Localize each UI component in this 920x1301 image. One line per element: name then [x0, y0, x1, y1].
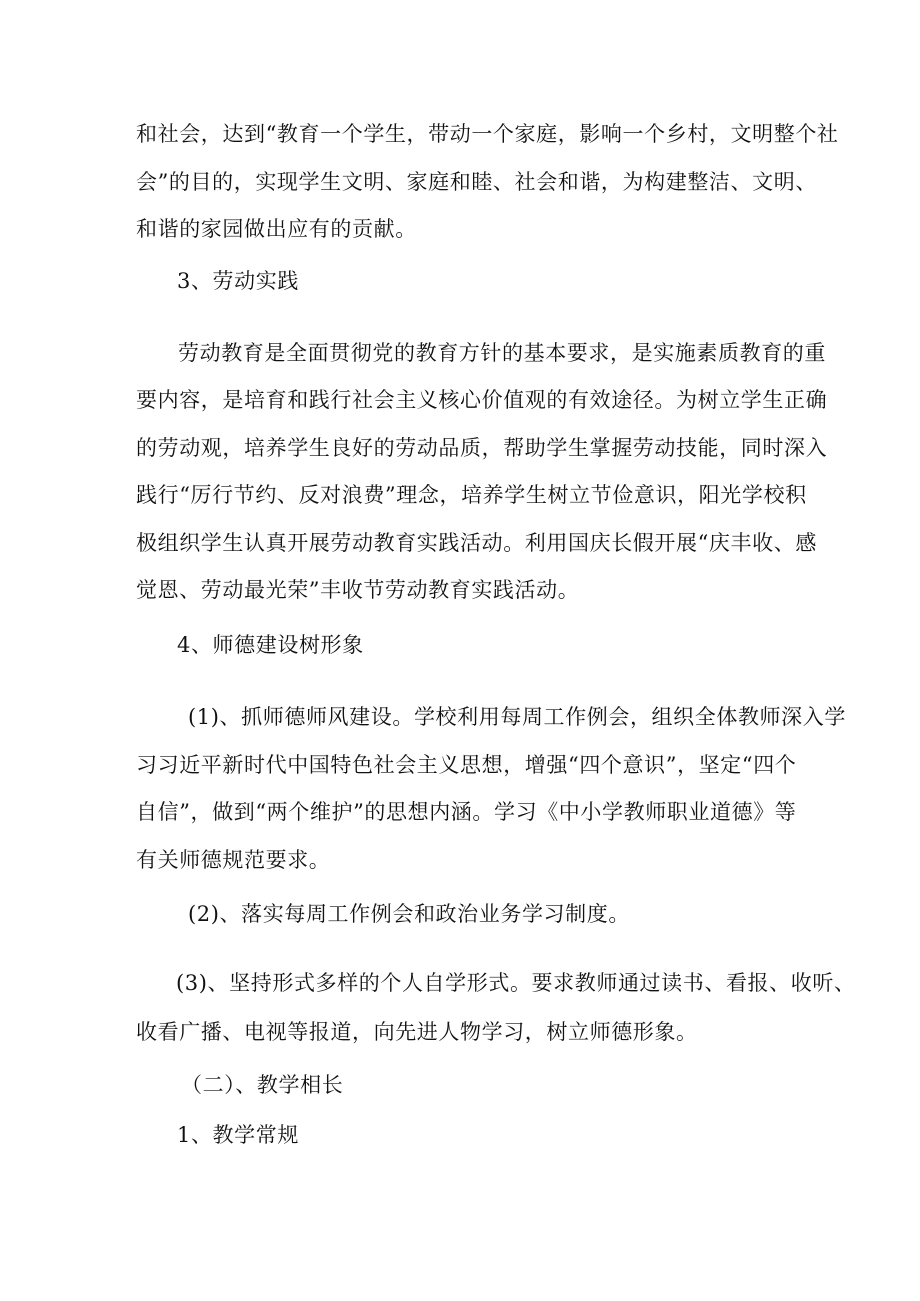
- paragraph-labor-line-1: 劳动教育是全面贯彻党的教育方针的基本要求，是实施素质教育的重: [178, 341, 826, 365]
- paragraph-labor-line-4: 践行“厉行节约、反对浪费”理念，培养学生树立节俭意识，阳光学校积: [136, 483, 807, 507]
- paragraph-continuation-line-2: 会”的目的，实现学生文明、家庭和睦、社会和谐，为构建整洁、文明、: [136, 170, 817, 194]
- paragraph-labor-line-6: 觉恩、劳动最光荣”丰收节劳动教育实践活动。: [136, 578, 580, 602]
- paragraph-item1-line-3: 自信”，做到“两个维护”的思想内涵。学习《中小学教师职业道德》等: [136, 800, 797, 824]
- paragraph-item1-line-1: (1)、抓师德师风建设。学校利用每周工作例会，组织全体教师深入学: [188, 705, 846, 729]
- subsection-heading-teaching-routine: 1、教学常规: [177, 1123, 299, 1147]
- section-heading-teaching: （二）、教学相长: [181, 1073, 344, 1097]
- paragraph-continuation-line-3: 和谐的家园做出应有的贡献。: [136, 217, 417, 241]
- paragraph-item1-line-2: 习习近平新时代中国特色社会主义思想，增强“四个意识”，坚定“四个: [136, 753, 797, 777]
- paragraph-item3-line-2: 收看广播、电视等报道，向先进人物学习，树立师德形象。: [136, 1020, 698, 1044]
- paragraph-labor-line-5: 极组织学生认真开展劳动教育实践活动。利用国庆长假开展“庆丰收、感: [136, 531, 817, 555]
- paragraph-labor-line-2: 要内容，是培育和践行社会主义核心价值观的有效途径。为树立学生正确: [136, 388, 828, 412]
- paragraph-labor-line-3: 的劳动观，培养学生良好的劳动品质，帮助学生掌握劳动技能，同时深入: [136, 436, 828, 460]
- paragraph-continuation-line-1: 和社会，达到“教育一个学生，带动一个家庭，影响一个乡村，文明整个社: [136, 122, 839, 146]
- paragraph-item1-line-4: 有关师德规范要求。: [136, 848, 331, 872]
- section-heading-teacher-ethics: 4、师德建设树形象: [177, 633, 364, 657]
- paragraph-item3-line-1: (3)、坚持形式多样的个人自学形式。要求教师通过读书、看报、收听、: [176, 971, 856, 995]
- section-heading-labor-practice: 3、劳动实践: [177, 269, 299, 293]
- paragraph-item2: (2)、落实每周工作例会和政治业务学习制度。: [188, 902, 630, 926]
